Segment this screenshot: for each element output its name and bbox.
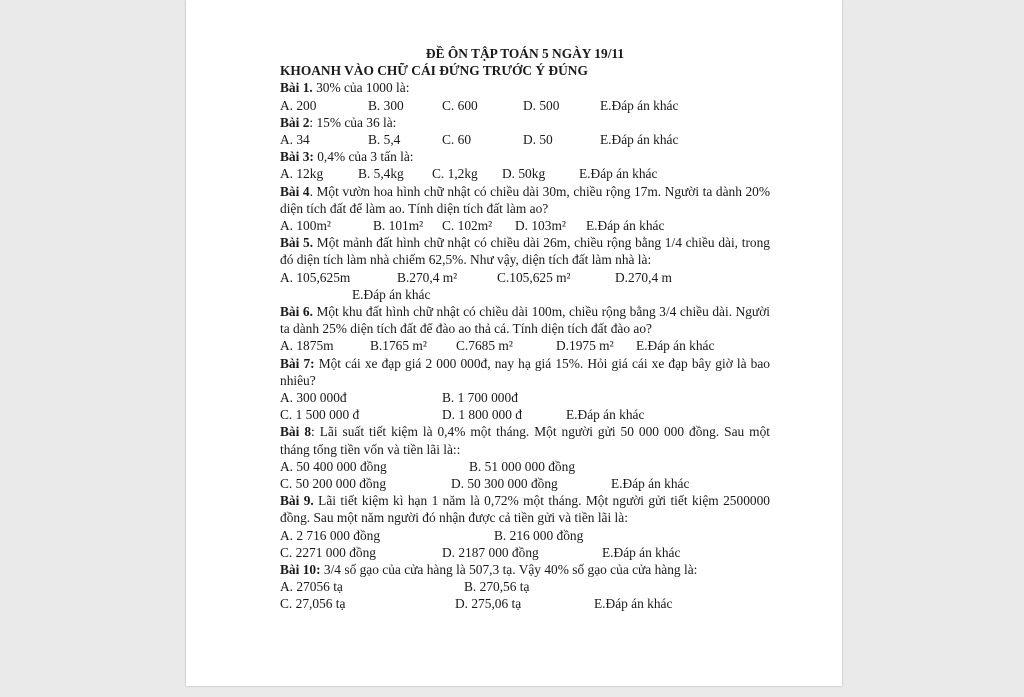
option-e: E.Đáp án khác [594,596,673,612]
answer-row [280,544,770,561]
question-2 [280,114,770,148]
option-a: A. 2 716 000 đồng [280,527,381,543]
option-a: A. 27056 tạ [280,579,343,595]
option-a: A. 100m² [280,217,331,233]
answer-row [280,286,770,303]
question-text: Một mảnh đất hình chữ nhật có chiều dài 26m, chiều rộng bằng 1/4 chiều dài, trong đó diện tích làm nhà chiếm 62,5%. Như vậy, diện tích đất làm nhà là: [280,235,770,268]
answer-row [280,475,770,492]
option-d: D. 500 [523,97,560,113]
answer-row [280,165,770,182]
question-text: . Một vườn hoa hình chữ nhật có chiều dài 30m, chiều rộng 17m. Người ta dành 20% diện tích đất để làm ao. Tính diện tích đất làm ao? [280,183,771,216]
option-d: D. 103m² [515,217,566,233]
option-b: B. 216 000 đồng [494,527,584,543]
page-title: ĐỀ ÔN TẬP TOÁN 5 NGÀY 19/11 [425,46,625,61]
question-4 [280,183,770,235]
answer-row [280,269,770,286]
answer-row [280,97,770,114]
question-6 [280,303,770,355]
option-c: C. 27,056 tạ [280,596,346,612]
option-d: D. 50kg [502,166,546,182]
question-text: : Lãi suất tiết kiệm là 0,4% một tháng. Một người gửi 50 000 000 đồng. Sau một tháng tổng tiền vốn và tiền lãi là:: [280,424,770,457]
option-d: D. 50 300 000 đồng [451,475,558,491]
question-text: Một khu đất hình chữ nhật có chiều dài 100m, chiều rộng bằng 3/4 chiều dài. Người ta dành 25% diện tích đất để đào ao thả cá. Tính diện tích đất đào ao? [280,303,770,337]
option-c: C. 2271 000 đồng [280,544,376,560]
question-label: Bài 4 [280,183,310,199]
question-7 [280,355,770,424]
answer-row [280,131,770,148]
option-e: E.Đáp án khác [600,97,679,113]
answer-row [280,337,770,354]
option-a: A. 105,625m [280,269,351,285]
answer-row [280,595,770,612]
question-label: Bài 2 [280,114,310,130]
question-text: 0,4% của 3 tấn là: [313,149,414,165]
option-b: B. 5,4kg [358,166,404,182]
option-d: D. 1 800 000 đ [442,407,522,423]
option-b: B. 1 700 000đ [442,389,518,405]
option-e: E.Đáp án khác [586,217,665,233]
option-c: C.105,625 m² [497,269,571,285]
question-text: Một cái xe đạp giá 2 000 000đ, nay hạ giá 15%. Hỏi giá cái xe đạp bây giờ là bao nhiêu? [280,355,770,388]
option-e: E.Đáp án khác [566,407,645,423]
option-c: C. 50 200 000 đồng [280,475,387,491]
option-a: A. 34 [280,132,310,147]
question-3 [280,148,770,182]
question-label: Bài 8 [280,424,312,440]
question-5 [280,234,770,303]
question-text: : 15% của 36 là: [309,114,397,130]
option-b: B.270,4 m² [397,269,458,285]
document-page [186,0,842,686]
question-9 [280,492,770,561]
option-d: D.270,4 m [615,269,672,285]
option-d: D. 2187 000 đồng [442,544,539,560]
document-content [280,45,770,612]
question-10 [280,561,770,613]
option-e: E.Đáp án khác [579,166,658,182]
option-e: E.Đáp án khác [352,286,431,302]
question-label: Bài 10: [280,561,321,577]
option-c: C. 600 [442,97,478,113]
question-1 [280,79,770,113]
option-d: D.1975 m² [556,338,614,354]
question-label: Bài 3: [280,149,314,165]
option-b: B. 5,4 [368,132,401,147]
answer-row [280,527,770,544]
option-c: C. 1 500 000 đ [280,407,360,423]
option-b: B. 270,56 tạ [464,579,530,595]
answer-row [280,406,770,423]
option-b: B. 51 000 000 đồng [469,458,576,474]
question-label: Bài 5. [280,235,314,251]
option-a: A. 1875m [280,338,334,354]
option-b: B. 101m² [373,217,424,233]
option-e: E.Đáp án khác [636,338,715,354]
option-c: C. 102m² [442,217,493,233]
option-a: A. 200 [280,97,317,113]
question-text: 3/4 số gạo của cửa hàng là 507,3 tạ. Vậy 40% số gạo của cửa hàng là: [320,561,698,577]
answer-row [280,217,770,234]
page-subtitle: KHOANH VÀO CHỮ CÁI ĐỨNG TRƯỚC Ý ĐÚNG [280,63,588,79]
option-d: D. 50 [523,132,553,147]
answer-row [280,578,770,595]
option-c: C. 1,2kg [432,166,478,182]
option-d: D. 275,06 tạ [455,596,522,612]
option-e: E.Đáp án khác [602,544,681,560]
option-c: C. 60 [442,132,472,147]
question-text: Lãi tiết kiệm kì hạn 1 năm là 0,72% một tháng. Một người gửi tiết kiệm 2500000 đồng. Sau một năm người đó nhận được cả tiền gửi và tiền lãi là: [280,493,770,526]
option-a: A. 300 000đ [280,389,347,405]
option-a: A. 12kg [280,166,324,182]
option-a: A. 50 400 000 đồng [280,458,387,474]
option-b: B.1765 m² [370,338,427,354]
question-8 [280,423,770,492]
option-c: C.7685 m² [456,338,513,354]
question-text: 30% của 1000 là: [312,80,410,96]
question-label: Bài 1. [280,80,313,96]
option-b: B. 300 [368,97,404,113]
question-label: Bài 7: [280,355,315,371]
answer-row [280,389,770,406]
question-label: Bài 6. [280,303,313,319]
question-label: Bài 9. [280,493,314,509]
option-e: E.Đáp án khác [611,475,690,491]
answer-row [280,458,770,475]
option-e: E.Đáp án khác [600,132,679,147]
